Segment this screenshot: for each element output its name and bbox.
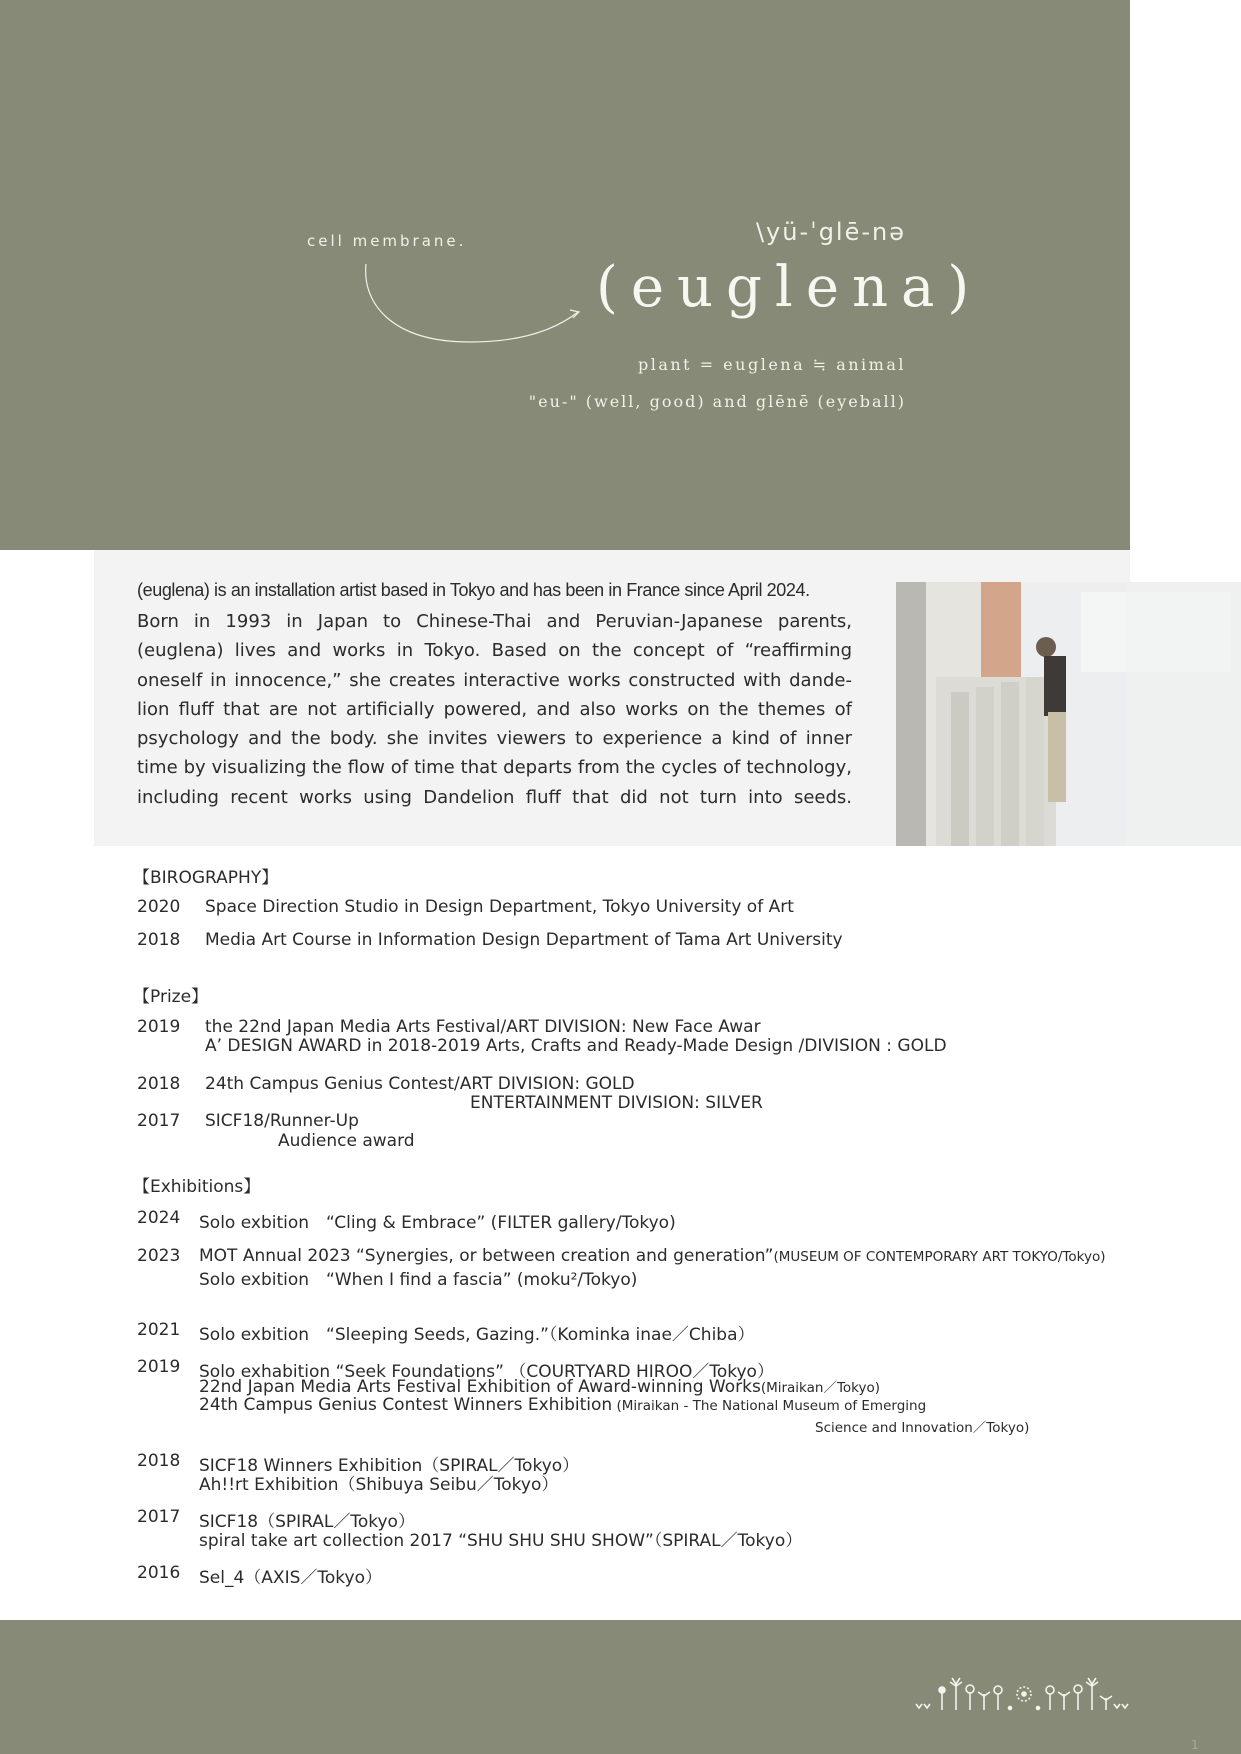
exhibition-year: 2018 (137, 1451, 181, 1471)
header-margin (1130, 0, 1241, 550)
exhibition-venue: (MUSEUM OF CONTEMPORARY ART TOKYO/Tokyo) (773, 1249, 1106, 1265)
dandelion-motif-icon (912, 1672, 1132, 1714)
page-title: (euglena) (596, 255, 983, 320)
prize-text: SICF18/Runner-Up (205, 1111, 359, 1131)
prize-year: 2018 (137, 1074, 181, 1094)
exhibition-venue: (Miraikan／Tokyo) (760, 1380, 881, 1396)
biography-text: Media Art Course in Information Design Department of Tama Art University (205, 930, 843, 950)
intro-paragraph: Born in 1993 in Japan to Chinese-Thai and Peruvian-Japanese parents, (euglena) lives and works in Tokyo. Based on the concept of “reaffirming oneself in innocence,” she creates interactive works constructed with dandelion fluff that are not artificially powered, and also works on the themes of psychology and the body. she invites viewers to experience a kind of inner time by visualizing the flow of time that departs from the cycles of technology, including recent works using Dandelion fluff that did not turn into seeds. (137, 611, 852, 808)
subtitle-etymology: "eu-" (well, good) and glēnē (eyeball) (528, 392, 906, 411)
exhibition-text: Solo exbition “Cling & Embrace” (FILTER gallery/Tokyo) (199, 1213, 676, 1233)
exhibition-year: 2017 (137, 1507, 181, 1527)
prize-text: ENTERTAINMENT DIVISION: SILVER (470, 1093, 763, 1113)
prize-text: the 22nd Japan Media Arts Festival/ART DIVISION: New Face Awar (205, 1017, 761, 1037)
curved-arrow-icon (360, 262, 590, 348)
exhibition-text: Sel_4（AXIS／Tokyo） (199, 1568, 382, 1588)
prize-year: 2017 (137, 1111, 181, 1131)
exhibition-text: Ah!!rt Exhibition（Shibuya Seibu／Tokyo） (199, 1475, 559, 1495)
exhibition-text: 24th Campus Genius Contest Winners Exhibition (199, 1395, 613, 1415)
exhibitions-heading: 【Exhibitions】 (133, 1177, 261, 1197)
intro-first-line: (euglena) is an installation artist based in Tokyo and has been in France since April 2024. (137, 580, 810, 600)
biography-year: 2020 (137, 897, 181, 917)
exhibition-year: 2019 (137, 1357, 181, 1377)
biography-year: 2018 (137, 930, 181, 950)
exhibition-year: 2024 (137, 1208, 181, 1228)
biography-heading: 【BIROGRAPHY】 (133, 868, 279, 888)
exhibition-text: SICF18（SPIRAL／Tokyo） (199, 1512, 415, 1532)
prize-text: 24th Campus Genius Contest/ART DIVISION: GOLD (205, 1074, 635, 1094)
exhibition-year: 2021 (137, 1320, 181, 1340)
subtitle-plant-animal: plant = euglena ≒ animal (637, 355, 906, 374)
exhibition-text: Solo exhabition “Seek Foundations” （COURTYARD HIROO／Tokyo） (199, 1362, 774, 1382)
prize-text: Audience award (278, 1131, 415, 1151)
exhibition-year: 2016 (137, 1563, 181, 1583)
prize-heading: 【Prize】 (133, 987, 209, 1007)
exhibition-text: Solo exbition “Sleeping Seeds, Gazing.”（Kominka inae／Chiba） (199, 1325, 755, 1345)
prize-text: A’ DESIGN AWARD in 2018-2019 Arts, Crafts and Ready-Made Design /DIVISION : GOLD (205, 1036, 947, 1056)
prize-year: 2019 (137, 1017, 181, 1037)
pronunciation: \yü-ˈglē-nə (755, 218, 906, 246)
exhibition-text: Solo exbition “When I find a fascia” (moku²/Tokyo) (199, 1270, 638, 1290)
exhibition-venue: (Miraikan - The National Museum of Emerging (612, 1398, 927, 1414)
biography-text: Space Direction Studio in Design Department, Tokyo University of Art (205, 897, 794, 917)
artist-photo (896, 582, 1241, 846)
footer-band (0, 1620, 1241, 1754)
exhibition-year: 2023 (137, 1246, 181, 1266)
exhibition-text: 22nd Japan Media Arts Festival Exhibition of Award-winning Works (199, 1377, 761, 1397)
cell-membrane-label: cell membrane. (307, 232, 467, 250)
exhibition-text: MOT Annual 2023 “Synergies, or between creation and generation” (199, 1246, 774, 1266)
exhibition-venue: Science and Innovation／Tokyo) (815, 1420, 1030, 1436)
exhibition-text: SICF18 Winners Exhibition（SPIRAL／Tokyo） (199, 1456, 580, 1476)
exhibition-text: spiral take art collection 2017 “SHU SHU SHU SHOW”（SPIRAL／Tokyo） (199, 1531, 803, 1551)
page-number: 1 (1191, 1738, 1199, 1752)
